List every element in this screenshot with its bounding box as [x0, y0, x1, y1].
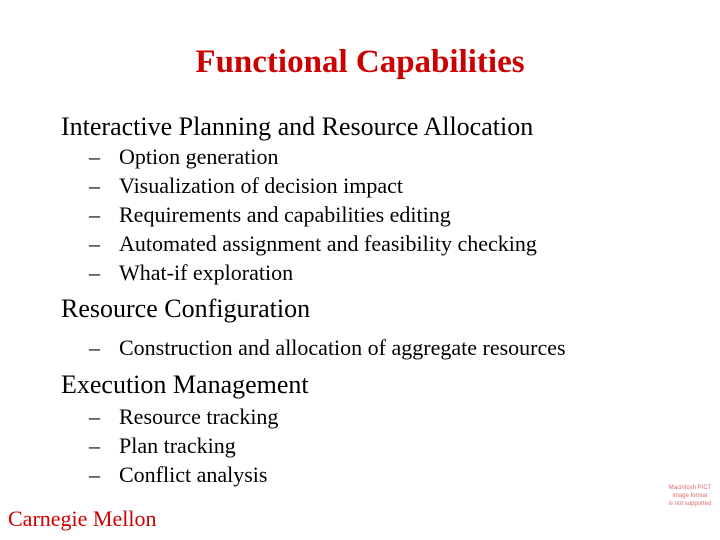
unsupported-image-placeholder	[668, 484, 712, 508]
dash-bullet: –	[89, 144, 100, 169]
dash-bullet: –	[89, 202, 100, 227]
dash-bullet: –	[89, 433, 100, 458]
section-heading-planning: Interactive Planning and Resource Allocation	[61, 112, 534, 141]
dash-bullet: –	[89, 335, 100, 360]
list-item-text: Conflict analysis	[119, 462, 268, 487]
list-item	[89, 142, 537, 171]
footer-logo-text: Carnegie Mellon	[8, 506, 157, 531]
section-heading-execution: Execution Management	[61, 370, 309, 399]
execution-list	[89, 402, 278, 489]
dash-bullet: –	[89, 231, 100, 256]
list-item-text: Plan tracking	[119, 433, 236, 458]
section-heading-configuration: Resource Configuration	[61, 294, 311, 323]
list-item-text: Requirements and capabilities editing	[119, 202, 451, 227]
list-item-text: Automated assignment and feasibility checking	[119, 231, 537, 256]
list-item	[89, 171, 537, 200]
list-item-text: Option generation	[119, 144, 279, 169]
planning-list	[89, 142, 537, 287]
slide-title: Functional Capabilities	[195, 44, 525, 80]
dash-bullet: –	[89, 173, 100, 198]
placeholder-line: Macintosh PICT	[668, 485, 712, 491]
list-item	[89, 402, 278, 431]
list-item	[89, 258, 537, 287]
list-item	[89, 431, 278, 460]
list-item-text: Construction and allocation of aggregate resources	[119, 335, 566, 360]
list-item-text: Resource tracking	[119, 404, 279, 429]
list-item	[89, 333, 566, 362]
list-item	[89, 200, 537, 229]
placeholder-line: image format	[672, 493, 708, 499]
dash-bullet: –	[89, 260, 100, 285]
placeholder-line: is not supported	[668, 501, 712, 507]
list-item	[89, 229, 537, 258]
dash-bullet: –	[89, 462, 100, 487]
dash-bullet: –	[89, 404, 100, 429]
list-item	[89, 460, 278, 489]
list-item-text: Visualization of decision impact	[119, 173, 403, 198]
list-item-text: What-if exploration	[119, 260, 294, 285]
configuration-list	[89, 333, 566, 362]
